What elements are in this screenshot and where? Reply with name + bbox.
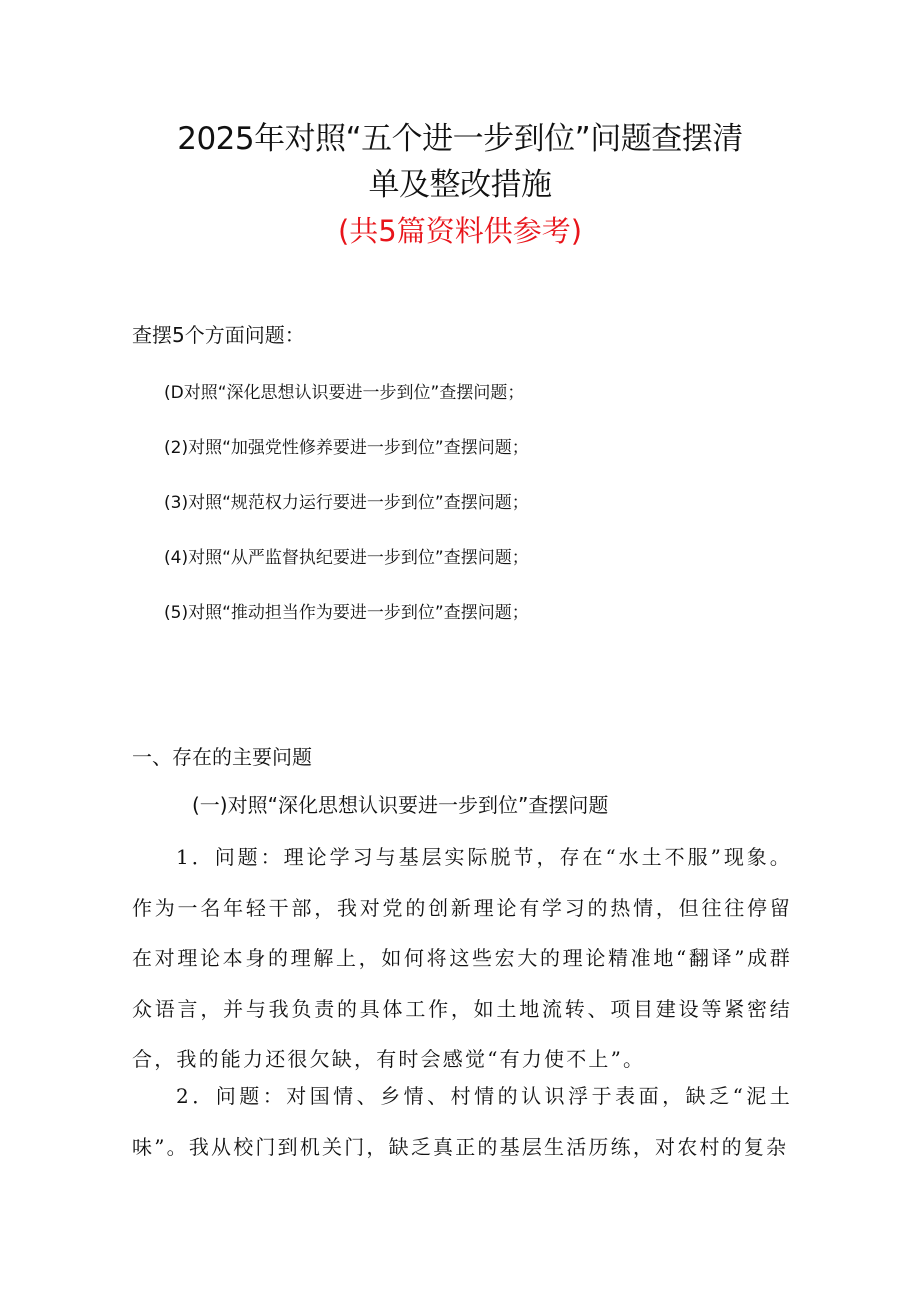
checklist-item-5: (5)对照“推动担当作为要进一步到位”查摆问题； xyxy=(164,603,529,623)
checklist-item-4: (4)对照“从严监督执纪要进一步到位”查摆问题； xyxy=(164,548,529,568)
document-title-line-2: 单及整改措施 xyxy=(368,167,552,203)
body-paragraph-2: 2．问题：对国情、乡情、村情的认识浮于表面，缺乏“泥土味”。我从校门到机关门，缺乏真正的基层生活历练，对农村的复杂 xyxy=(132,1084,792,1159)
checklist xyxy=(164,378,529,653)
document-subtitle: (共5篇资料供参考) xyxy=(337,214,583,248)
body-paragraph-1: 1．问题：理论学习与基层实际脱节，存在“水土不服”现象。作为一名年轻干部，我对党的创新理论有学习的热情，但往往停留在对理论本身的理解上，如何将这些宏大的理论精准地“翻译”成群众语言，并与我负责的具体工作，如土地流转、项目建设等紧密结合，我的能力还很欠缺，有时会感觉“有力使不上”。 xyxy=(132,845,792,1071)
subsection-heading: (一)对照“深化思想认识要进一步到位”查摆问题 xyxy=(192,793,609,817)
document-title-line-1: 2025年对照“五个进一步到位”问题查摆清 xyxy=(177,121,743,157)
intro-heading: 查摆5个方面问题： xyxy=(132,323,305,347)
section-heading: 一、存在的主要问题 xyxy=(132,745,312,769)
checklist-item-2: (2)对照“加强党性修养要进一步到位”查摆问题； xyxy=(164,438,529,458)
checklist-item-3: (3)对照“规范权力运行要进一步到位”查摆问题； xyxy=(164,493,529,513)
checklist-item-1: (D对照“深化思想认识要进一步到位”查摆问题； xyxy=(164,383,525,403)
